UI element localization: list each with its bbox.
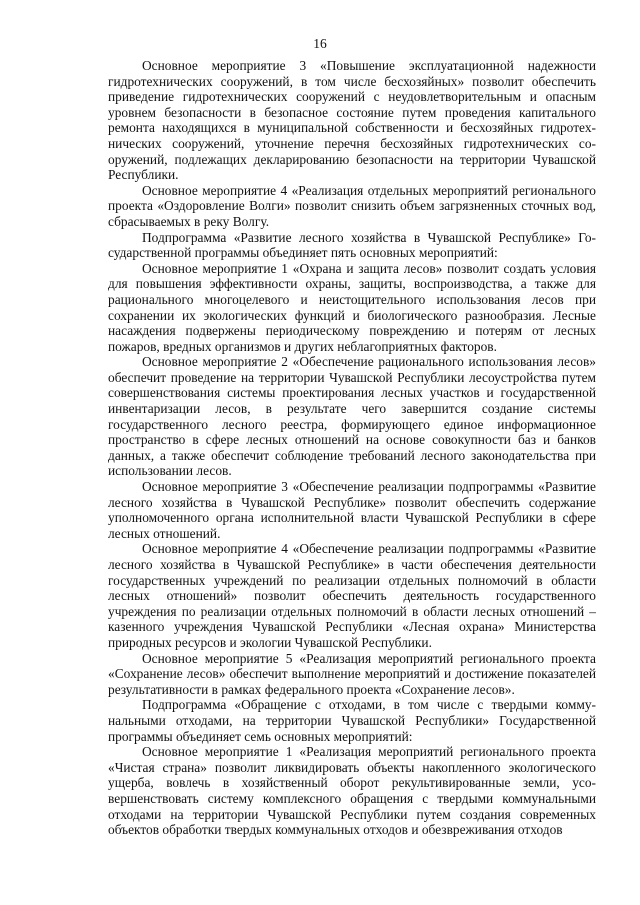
document-body — [108, 58, 596, 838]
paragraph: Основное мероприятие 4 «Реализация отдельных мероприятий регионального проекта «Оздоровление Волги» позволит снизить объем загрязненных сточных вод, сбрасываемых в реку Волгу. — [108, 182, 596, 229]
paragraph: Основное мероприятие 5 «Реализация мероприятий регионального проекта «Сохранение лесов» обеспечит выполнение мероприятий и достижение показателей результативности в рамках федерального проекта «Сохранение лесов». — [108, 650, 596, 697]
paragraph: Основное мероприятие 1 «Охрана и защита лесов» позволит создать условия для повышения эффективности охраны, защиты, воспроизводства, а также для рационального многоцелевого и неистощительного использования лесов при сохранении их экологических функций и биологического разнообразия. Лесные насаждения подвержены периодическому повреждению и потерям от лесных пожаров, вредных организмов и других неблагоприятных факторов. — [108, 260, 596, 354]
paragraph: Основное мероприятие 3 «Обеспечение реализации подпрограммы «Развитие лесного хозяйства в Чувашской Республике» позволит обеспечить содержание уполномоченного органа исполнительной власти Чувашской Республики в сфере лесных отношений. — [108, 479, 596, 541]
paragraph: Основное мероприятие 2 «Обеспечение рационального использования лесов» обеспечит проведение на территории Чувашской Республики лесоустройства путем совершенствования системы проектирования лесных участков и государственной инвентаризации лесов, в результате чего завершится создание системы государственного лесного реестра, формирующего единое информационное пространство в сфере лесных отношений на основе совокупности баз и банков данных, а также обеспечит соблюдение требований лесного законодательства при использовании лесов. — [108, 354, 596, 479]
paragraph: Подпрограмма «Развитие лесного хозяйства в Чувашской Республике» Государственной программы объединяет пять основных мероприятий: — [108, 229, 596, 261]
paragraph: Основное мероприятие 4 «Обеспечение реализации подпрограммы «Развитие лесного хозяйства в Чувашской Республике» в части обеспечения деятельности государственных учреждений по реализации отдельных полномочий в области лесных отношений» позволит обеспечить деятельность государственного учреждения по реализации отдельных полномочий в области лесных отношений – казенного учреждения Чувашской Республики «Лесная охрана» Министерства природных ресурсов и экологии Чувашской Республики. — [108, 541, 596, 650]
paragraph: Основное мероприятие 1 «Реализация мероприятий регионального проекта «Чистая страна» позволит ликвидировать объекты накопленного экологического ущерба, вовлечь в хозяйственный оборот рекультивированные земли, усовершенствовать систему комплексного обращения с твердыми коммунальными отходами на территории Чувашской Республики путем создания современных объектов обработки твердых коммунальных отходов и обезвреживания отходов — [108, 744, 596, 838]
paragraph: Основное мероприятие 3 «Повышение эксплуатационной надежности гидротехнических сооружений, в том числе бесхозяйных» позволит обеспечить приведение гидротехнических сооружений с неудовлетворительным и опасным уровнем безопасности в безопасное состояние путем проведения капитального ремонта находящихся в муниципальной собственности и бесхозяйных гидротехнических сооружений, уточнение перечня бесхозяйных гидротехнических сооружений, подлежащих декларированию безопасности на территории Чувашской Республики. — [108, 58, 596, 183]
page-number: 16 — [313, 36, 327, 51]
paragraph: Подпрограмма «Обращение с отходами, в том числе с твердыми коммунальными отходами, на территории Чувашской Республики» Государственной программы объединяет семь основных мероприятий: — [108, 697, 596, 744]
